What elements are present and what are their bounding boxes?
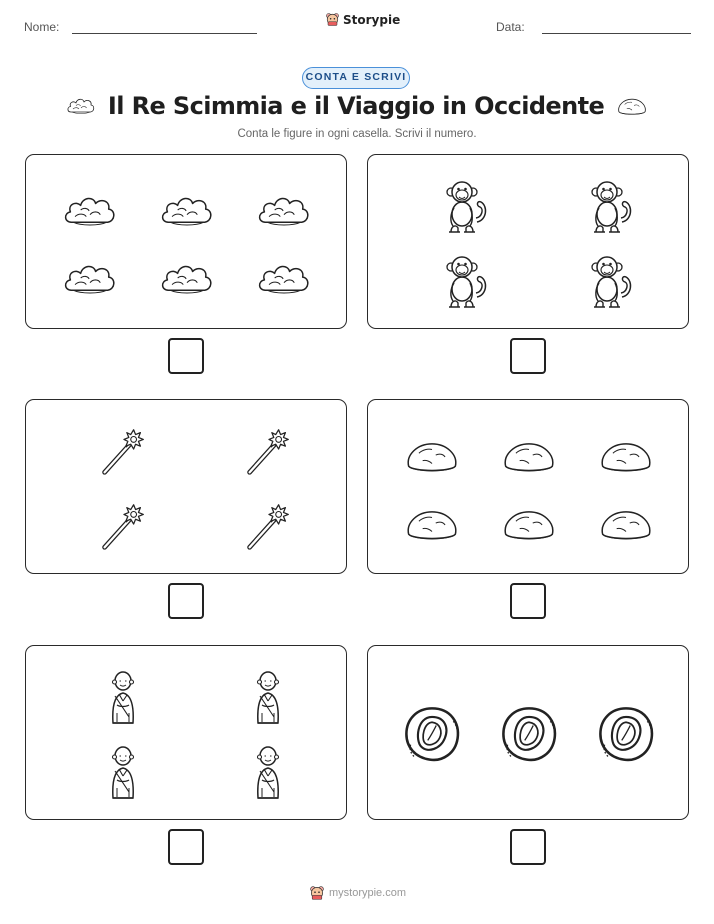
storypie-mascot-icon (325, 12, 340, 27)
peach-icon (400, 702, 464, 766)
cloud-icon (159, 258, 215, 300)
storypie-mascot-icon (309, 885, 325, 901)
exercise-card (25, 399, 347, 574)
cloud-icon (159, 190, 215, 232)
cloud-decoration-icon (66, 95, 96, 117)
stone-icon (404, 436, 460, 476)
peach-icon (594, 702, 658, 766)
exercise-card (367, 154, 689, 329)
cloud-icon (256, 190, 312, 232)
answer-box[interactable] (510, 338, 546, 374)
title-row (0, 92, 714, 120)
answer-box[interactable] (510, 829, 546, 865)
footer-url: mystorypie.com (329, 887, 407, 899)
name-label: Nome: (24, 20, 60, 34)
cloud-icon (62, 190, 118, 232)
cloud-icon (62, 258, 118, 300)
storypie-logo (325, 12, 400, 27)
exercise-card (367, 645, 689, 820)
monk-icon (103, 667, 143, 727)
stone-icon (598, 436, 654, 476)
monk-icon (103, 742, 143, 802)
magic-staff-icon (98, 422, 148, 480)
monkey-icon (440, 176, 490, 236)
monkey-icon (585, 251, 635, 311)
stone-icon (501, 436, 557, 476)
logo-text: Storypie (343, 12, 401, 27)
answer-box[interactable] (510, 583, 546, 619)
footer (309, 885, 406, 901)
magic-staff-icon (98, 497, 148, 555)
exercise-card (367, 399, 689, 574)
cloud-icon (256, 258, 312, 300)
exercise-card (25, 154, 347, 329)
stone-decoration-icon (616, 95, 648, 117)
peach-icon (497, 702, 561, 766)
exercise-card (25, 645, 347, 820)
answer-box[interactable] (168, 338, 204, 374)
date-label: Data: (496, 20, 525, 34)
monk-icon (248, 667, 288, 727)
stone-icon (598, 504, 654, 544)
instructions: Conta le figure in ogni casella. Scrivi il numero. (237, 128, 477, 140)
page-title: Il Re Scimmia e il Viaggio in Occidente (107, 92, 605, 120)
date-line[interactable] (542, 33, 691, 34)
monk-icon (248, 742, 288, 802)
magic-staff-icon (243, 497, 293, 555)
name-line[interactable] (72, 33, 257, 34)
answer-box[interactable] (168, 829, 204, 865)
monkey-icon (585, 176, 635, 236)
stone-icon (501, 504, 557, 544)
monkey-icon (440, 251, 490, 311)
stone-icon (404, 504, 460, 544)
answer-box[interactable] (168, 583, 204, 619)
activity-badge: CONTA E SCRIVI (302, 67, 410, 89)
magic-staff-icon (243, 422, 293, 480)
